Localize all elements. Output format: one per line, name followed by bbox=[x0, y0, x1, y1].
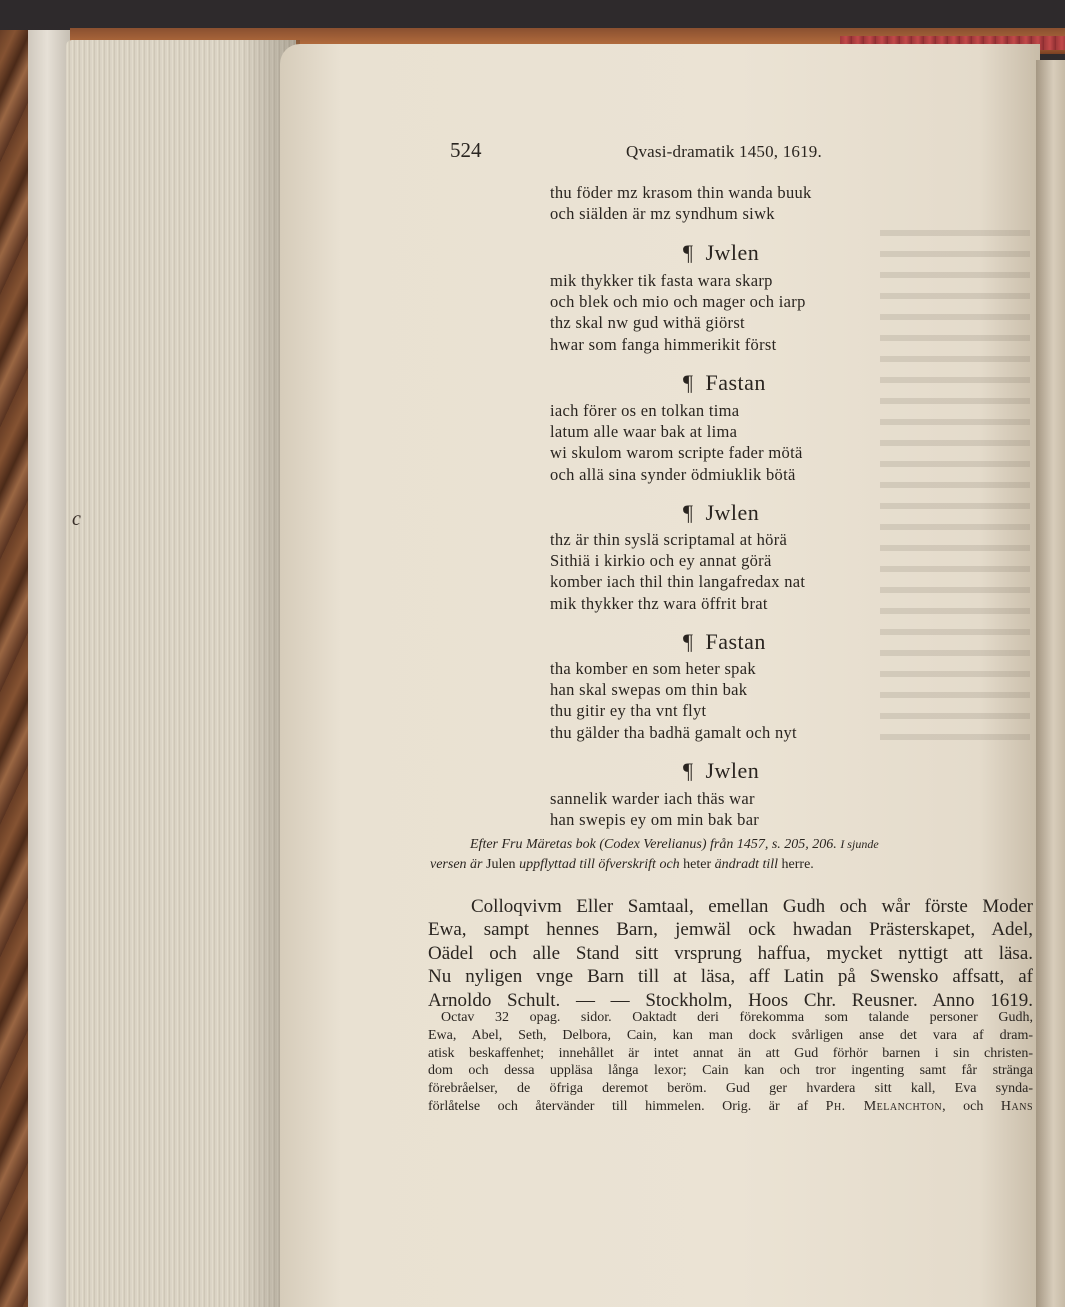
pilcrow-icon: ¶ bbox=[683, 500, 694, 525]
verse-line: Sithiä i kirkio och ey annat görä bbox=[550, 551, 772, 571]
verse-block bbox=[550, 788, 759, 830]
verse-line: thu gälder tha badhä gamalt och nyt bbox=[550, 722, 797, 742]
credit-text: ändradt till bbox=[714, 857, 779, 872]
note-line: atisk beskaffenhet; innehållet är intet annat än att Gud förhör barnen i sin christen- bbox=[428, 1045, 1033, 1061]
speaker-name: Jwlen bbox=[705, 240, 760, 265]
verse-line: mik thykker thz wara öffrit brat bbox=[550, 593, 768, 613]
verse-line: thz skal nw gud withä giörst bbox=[550, 313, 745, 333]
book-gutter bbox=[1036, 60, 1065, 1307]
pilcrow-icon: ¶ bbox=[683, 240, 694, 265]
verse-line: och allä sina synder ödmiuklik bötä bbox=[550, 464, 796, 484]
note-line: förebråelser, de öfriga deremot beröm. Gud ger hvardera sitt kall, Eva synda- bbox=[428, 1081, 1033, 1097]
speaker-name: Fastan bbox=[705, 629, 766, 654]
speaker-heading bbox=[683, 629, 766, 655]
verse-line: och blek och mio och mager och iarp bbox=[550, 292, 806, 312]
verse-block bbox=[550, 658, 797, 743]
bibliographic-entry bbox=[428, 895, 1033, 1012]
entry-line: Nu nyligen vnge Barn till at läsa, aff Latin på Swensko affsatt, af bbox=[428, 966, 1033, 988]
source-credit bbox=[430, 834, 1030, 875]
credit-line bbox=[430, 834, 1030, 855]
verse-block bbox=[550, 400, 803, 485]
pilcrow-icon: ¶ bbox=[683, 370, 694, 395]
verse-line: sannelik warder iach thäs war bbox=[550, 789, 755, 808]
running-title: Qvasi-dramatik 1450, 1619. bbox=[626, 142, 822, 161]
speaker-heading bbox=[683, 500, 759, 526]
speaker-heading bbox=[683, 758, 759, 784]
note-line: Ewa, Abel, Seth, Delbora, Cain, kan man dock svårligen anse det vara af dram- bbox=[428, 1027, 1033, 1043]
verse-line: wi skulom warom scripte fader mötä bbox=[550, 443, 803, 463]
verse-line: tha komber en som heter spak bbox=[550, 659, 756, 678]
margin-pencil-mark: c bbox=[72, 508, 81, 530]
verse-line: han swepis ey om min bak bar bbox=[550, 810, 760, 830]
speaker-heading bbox=[683, 240, 759, 266]
credit-text: herre. bbox=[781, 857, 814, 872]
note-text: , och bbox=[942, 1098, 984, 1114]
speaker-name: Fastan bbox=[705, 370, 766, 395]
note-line: dom och dessa uppläsa långa lexor; Cain kan och tror ingenting samt får stränga bbox=[428, 1063, 1033, 1079]
entry-line: Oädel och alle Stand sitt vrsprung haffua, mycket nyttigt att läsa. bbox=[428, 942, 1033, 964]
verse-line: thz är thin syslä scriptamal at hörä bbox=[550, 530, 788, 549]
bleed-through-text bbox=[880, 230, 1030, 750]
note-text: förlåtelse och återvänder till himmelen. Orig. är af bbox=[428, 1098, 809, 1114]
pilcrow-icon: ¶ bbox=[683, 629, 694, 654]
verse-line: komber iach thil thin langafredax nat bbox=[550, 572, 806, 592]
entry-line: Arnoldo Schult. — — Stockholm, Hoos Chr. Reusner. Anno 1619. bbox=[428, 989, 1033, 1011]
entry-line: Ewa, sampt hennes Barn, jemwäl ock hwadan Prästerskapet, Adel, bbox=[428, 919, 1033, 941]
verse-line: iach förer os en tolkan tima bbox=[550, 401, 740, 420]
page-header bbox=[0, 138, 1065, 168]
note-line bbox=[428, 1098, 1033, 1116]
verse-block bbox=[550, 182, 812, 224]
credit-text: Julen bbox=[486, 857, 516, 872]
verse-line: han skal swepas om thin bak bbox=[550, 680, 748, 700]
credit-line bbox=[430, 855, 1030, 875]
speaker-name: Jwlen bbox=[705, 758, 760, 783]
descriptive-note bbox=[428, 1009, 1033, 1116]
author-name: Hans bbox=[1000, 1098, 1034, 1114]
author-name: Ph. Melanchton bbox=[825, 1098, 943, 1114]
entry-line: Colloqvivm Eller Samtaal, emellan Gudh och wår förste Moder bbox=[471, 896, 1033, 917]
verse-line: mik thykker tik fasta wara skarp bbox=[550, 271, 773, 290]
verse-block bbox=[550, 529, 805, 614]
page-number: 524 bbox=[450, 138, 482, 162]
credit-text: I sjunde bbox=[840, 837, 879, 851]
verse-line: latum alle waar bak at lima bbox=[550, 422, 738, 442]
verse-line: och siälden är mz syndhum siwk bbox=[550, 204, 775, 224]
credit-text: versen är bbox=[430, 857, 483, 872]
credit-text: Efter Fru Märetas bok (Codex Verelianus) från 1457, s. 205, 206. bbox=[470, 837, 837, 852]
pilcrow-icon: ¶ bbox=[683, 758, 694, 783]
speaker-heading bbox=[683, 370, 766, 396]
verse-line: thu föder mz krasom thin wanda buuk bbox=[550, 183, 812, 202]
speaker-name: Jwlen bbox=[705, 500, 760, 525]
credit-text: heter bbox=[683, 857, 712, 872]
verse-line: thu gitir ey tha vnt flyt bbox=[550, 701, 707, 721]
verse-block bbox=[550, 270, 806, 355]
credit-text: uppflyttad till öfverskrift och bbox=[519, 857, 680, 872]
note-line: Octav 32 opag. sidor. Oaktadt deri förekomma som talande personer Gudh, bbox=[441, 1010, 1033, 1025]
verse-line: hwar som fanga himmerikit först bbox=[550, 334, 777, 354]
